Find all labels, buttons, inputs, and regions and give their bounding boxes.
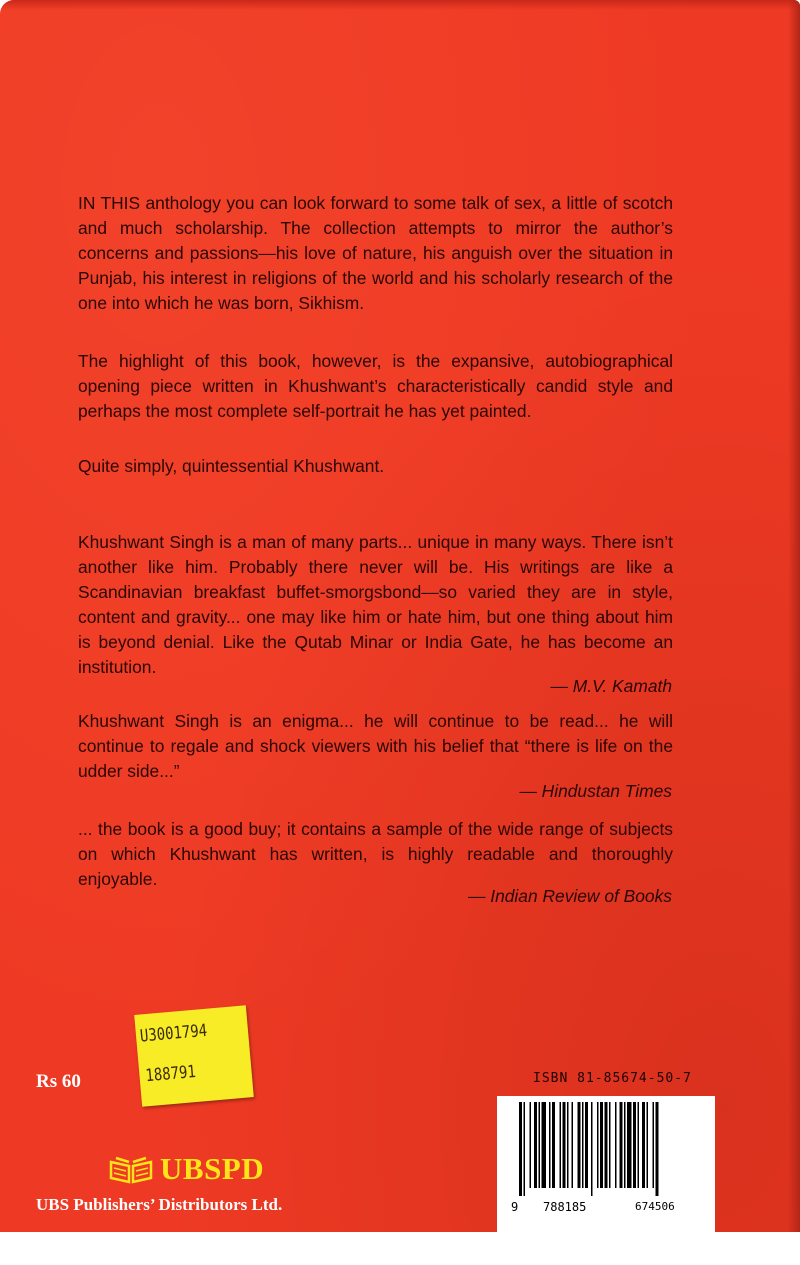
- barcode-bar: [647, 1102, 649, 1188]
- barcode-right-digits: 674506: [635, 1200, 675, 1213]
- barcode-bar: [560, 1102, 562, 1188]
- publisher-name: UBS Publishers’ Distributors Ltd.: [36, 1195, 283, 1214]
- review-source-2: — Hindustan Times: [519, 781, 672, 801]
- cover-right-edge: [788, 0, 800, 1232]
- barcode-bar: [567, 1102, 569, 1188]
- barcode-bar: [585, 1102, 588, 1188]
- barcode-bar: [633, 1102, 636, 1188]
- barcode-bar: [563, 1102, 566, 1188]
- blurb-paragraph-1: IN THIS anthology you can look forward to some talk of sex, a little of scotch and much scholarship. The collection attempts to mirror the author’s concerns and passions—his love of nature, his anguish over the situation in Punjab, his interest in religions of the world and his scholarly research of the one into which he was born, Sikhism.: [78, 193, 673, 313]
- barcode-bar: [530, 1102, 532, 1188]
- barcode-bar: [552, 1102, 555, 1188]
- sticker-number: 188791: [144, 1061, 197, 1087]
- barcode-bar: [542, 1102, 547, 1188]
- barcode-bar: [534, 1102, 537, 1188]
- sticker-code: U3001794: [139, 1020, 208, 1047]
- barcode-bar: [653, 1102, 655, 1188]
- barcode-lead-digit: 9: [511, 1200, 519, 1214]
- barcode-bar: [578, 1102, 581, 1188]
- review-quote-2: Khushwant Singh is an enigma... he will continue to be read... he will continue to regale and shock viewers with his belief that “there is life on the udder side...”: [78, 711, 673, 781]
- barcode-bar: [582, 1102, 584, 1188]
- barcode-bar: [539, 1102, 541, 1188]
- barcode-bar: [627, 1102, 632, 1188]
- barcode-bar: [638, 1102, 640, 1188]
- barcode-bar: [597, 1102, 599, 1188]
- barcode: [497, 1096, 715, 1232]
- review-quote-1: Khushwant Singh is a man of many parts... unique in many ways. There isn’t another like him. Probably there never will be. His writings are like a Scandinavian breakfast buffet-smorgsbond—so varied they are in style, content and gravity... one may like him or hate him, but one thing about him is beyond denial. Like the Qutab Minar or India Gate, he has become an institution.: [78, 532, 673, 677]
- barcode-bar: [642, 1102, 645, 1188]
- barcode-bar: [524, 1102, 526, 1196]
- cover-top-edge: [0, 0, 800, 10]
- review-source-3: — Indian Review of Books: [468, 886, 672, 906]
- review-source-1: — M.V. Kamath: [550, 676, 672, 696]
- isbn-label: ISBN 81-85674-50-7: [533, 1071, 692, 1086]
- logo-wordmark: UBSPD: [160, 1151, 265, 1186]
- barcode-bar: [624, 1102, 626, 1188]
- barcode-bar: [620, 1102, 623, 1188]
- barcode-bar: [615, 1102, 617, 1188]
- barcode-bar: [656, 1102, 659, 1196]
- library-sticker: [134, 1005, 254, 1106]
- barcode-bar: [605, 1102, 608, 1188]
- barcode-left-digits: 788185: [543, 1200, 587, 1214]
- blurb-paragraph-2: The highlight of this book, however, is the expansive, autobiographical opening piece written in Khushwant’s characteristically candid style and perhaps the most complete self-portrait he has yet painted.: [78, 351, 673, 421]
- price-label: Rs 60: [36, 1071, 81, 1092]
- publisher-logo: [108, 1150, 264, 1188]
- review-quote-3: ... the book is a good buy; it contains a sample of the wide range of subjects on which Khushwant has written, is highly readable and thoroughly enjoyable.: [78, 819, 673, 889]
- barcode-bar: [519, 1102, 522, 1196]
- barcode-bar: [549, 1102, 551, 1188]
- barcode-bar: [609, 1102, 611, 1188]
- blurb-paragraph-3: Quite simply, quintessential Khushwant.: [78, 456, 385, 476]
- barcode-bars: [517, 1102, 707, 1196]
- barcode-bar: [600, 1102, 603, 1188]
- barcode-bar: [572, 1102, 574, 1188]
- barcode-bar: [591, 1102, 593, 1196]
- open-book-icon: [108, 1154, 154, 1184]
